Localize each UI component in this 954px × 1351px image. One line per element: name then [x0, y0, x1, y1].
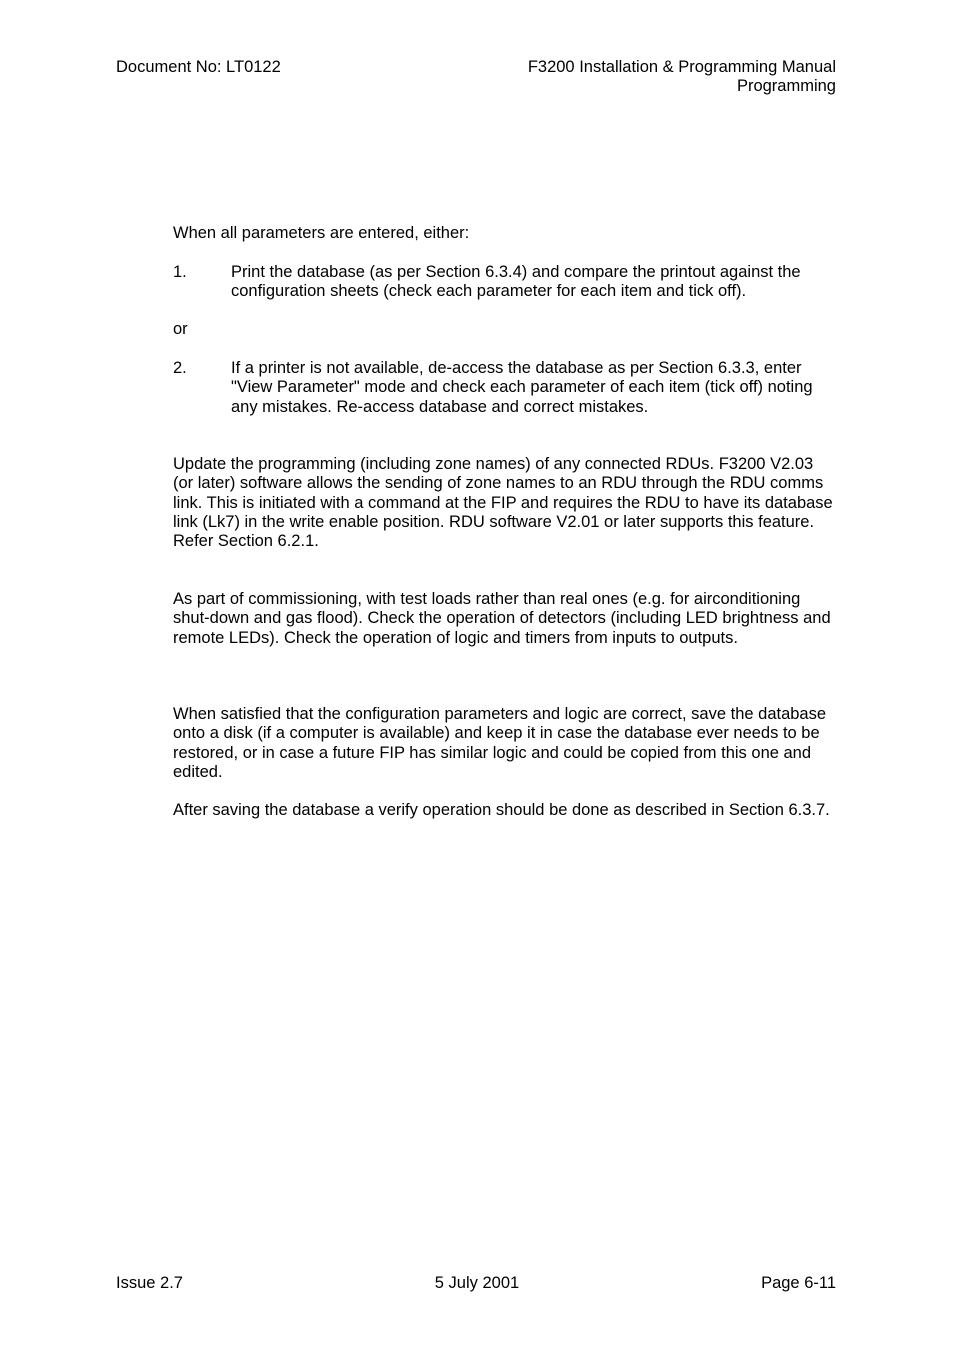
list-item-step-1 — [173, 263, 833, 303]
or-separator: or — [173, 320, 188, 338]
step-text: If a printer is not available, de-access the database as per Section 6.3.3, enter "View Parameter" mode and check each parameter of each item (tick off) noting any mistakes. Re-access database and correct mistakes. — [231, 359, 813, 416]
list-item-step-2 — [173, 359, 833, 419]
step-number: 1. — [173, 263, 187, 281]
step-number: 2. — [173, 359, 187, 377]
step-text: Print the database (as per Section 6.3.4) and compare the printout against the configuration sheets (check each parameter for each item and tick off). — [231, 263, 801, 301]
footer-page-number: Page 6-11 — [761, 1274, 836, 1292]
footer-date: 5 July 2001 — [434, 1274, 520, 1292]
header-manual-title: F3200 Installation & Programming Manual — [527, 58, 836, 76]
commissioning-paragraph: As part of commissioning, with test loads rather than real ones (e.g. for airconditioning shut-down and gas flood). Check the operation of detectors (including LED brightness and remote LEDs). Check the operation of logic and timers from inputs to outputs. — [173, 590, 831, 647]
header-manual-info — [528, 58, 836, 97]
intro-paragraph: When all parameters are entered, either: — [173, 224, 470, 242]
header-document-number: Document No: LT0122 — [116, 58, 281, 76]
rdu-paragraph: Update the programming (including zone names) of any connected RDUs. F3200 V2.03 (or later) software allows the sending of zone names to an RDU through the RDU comms link. This is initiated with a command at the FIP and requires the RDU to have its database link (Lk7) in the write enable position. RDU software V2.01 or later supports this feature. Refer Section 6.2.1. — [173, 455, 833, 551]
footer-issue: Issue 2.7 — [116, 1274, 183, 1292]
header-section: Programming — [736, 77, 836, 96]
verify-paragraph: After saving the database a verify operation should be done as described in Section 6.3.7. — [173, 801, 830, 819]
save-database-paragraph: When satisfied that the configuration parameters and logic are correct, save the database onto a disk (if a computer is available) and keep it in case the database ever needs to be restored, or in case a future FIP has similar logic and could be copied from this one and edited. — [173, 705, 827, 781]
